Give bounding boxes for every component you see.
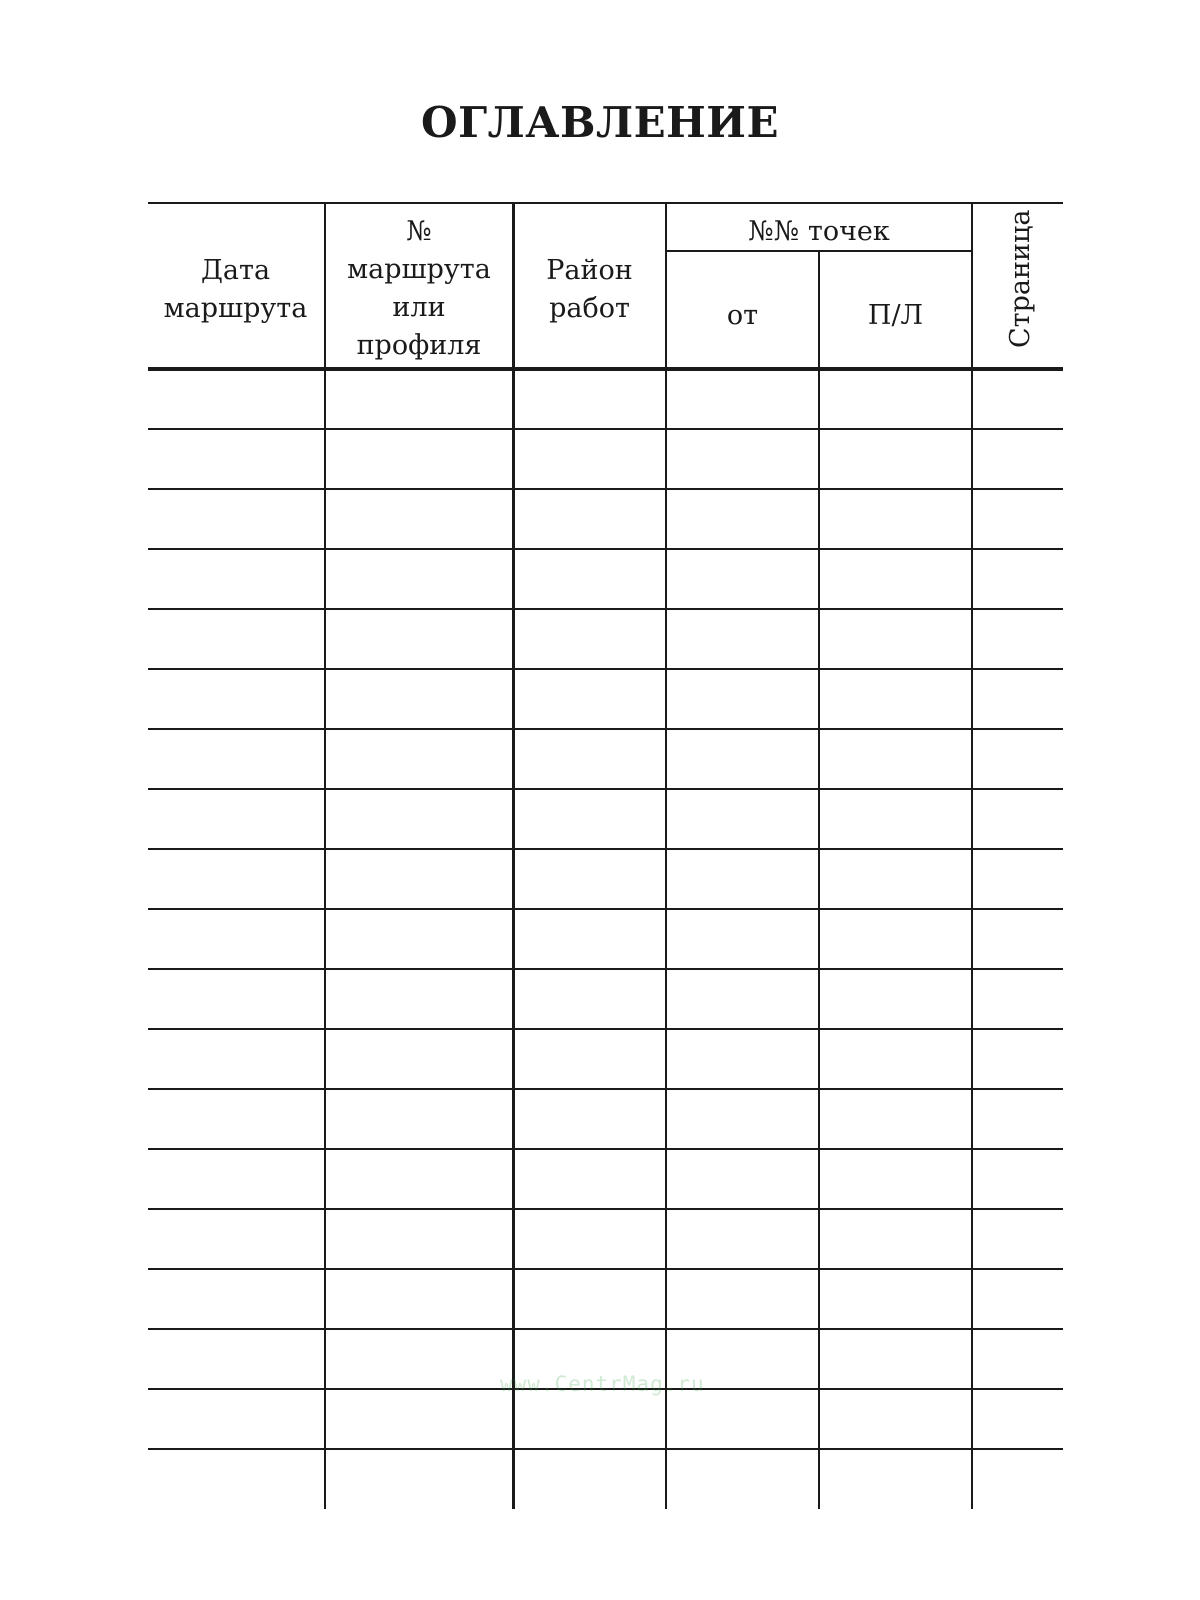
header-points-from: от xyxy=(726,300,759,331)
table-row-line xyxy=(148,1208,1063,1210)
table-row-line xyxy=(148,1328,1063,1330)
header-points-to: П/Л xyxy=(867,300,924,331)
table-row-line xyxy=(148,908,1063,910)
header-page: Страница xyxy=(1005,209,1036,348)
header-bottom-border xyxy=(148,367,1063,371)
header-points-group: №№ точек xyxy=(748,216,890,247)
column-line xyxy=(324,203,326,1509)
watermark: www.CentrMag.ru xyxy=(500,1372,705,1396)
table-row-line xyxy=(148,488,1063,490)
column-line xyxy=(665,203,667,1509)
table-row-line xyxy=(148,1148,1063,1150)
header-district: Район работ xyxy=(546,255,633,324)
table-row-line xyxy=(148,788,1063,790)
column-line xyxy=(971,203,973,1509)
table-row-line xyxy=(148,728,1063,730)
table-row-line xyxy=(148,428,1063,430)
table-top-border xyxy=(148,202,1063,204)
page-title: ОГЛАВЛЕНИЕ xyxy=(421,98,779,147)
column-line xyxy=(512,203,515,1509)
header-date: Дата маршрута xyxy=(163,255,308,324)
table-row-line xyxy=(148,968,1063,970)
table-row-line xyxy=(148,1028,1063,1030)
table-row-line xyxy=(148,608,1063,610)
header-route-number: № маршрута или профиля xyxy=(347,216,491,361)
table-row-line xyxy=(148,1088,1063,1090)
table-row-line xyxy=(148,548,1063,550)
table-row-line xyxy=(148,1448,1063,1450)
table-row-line xyxy=(148,668,1063,670)
table-row-line xyxy=(148,848,1063,850)
table-row-line xyxy=(148,1268,1063,1270)
column-line xyxy=(818,251,820,1509)
